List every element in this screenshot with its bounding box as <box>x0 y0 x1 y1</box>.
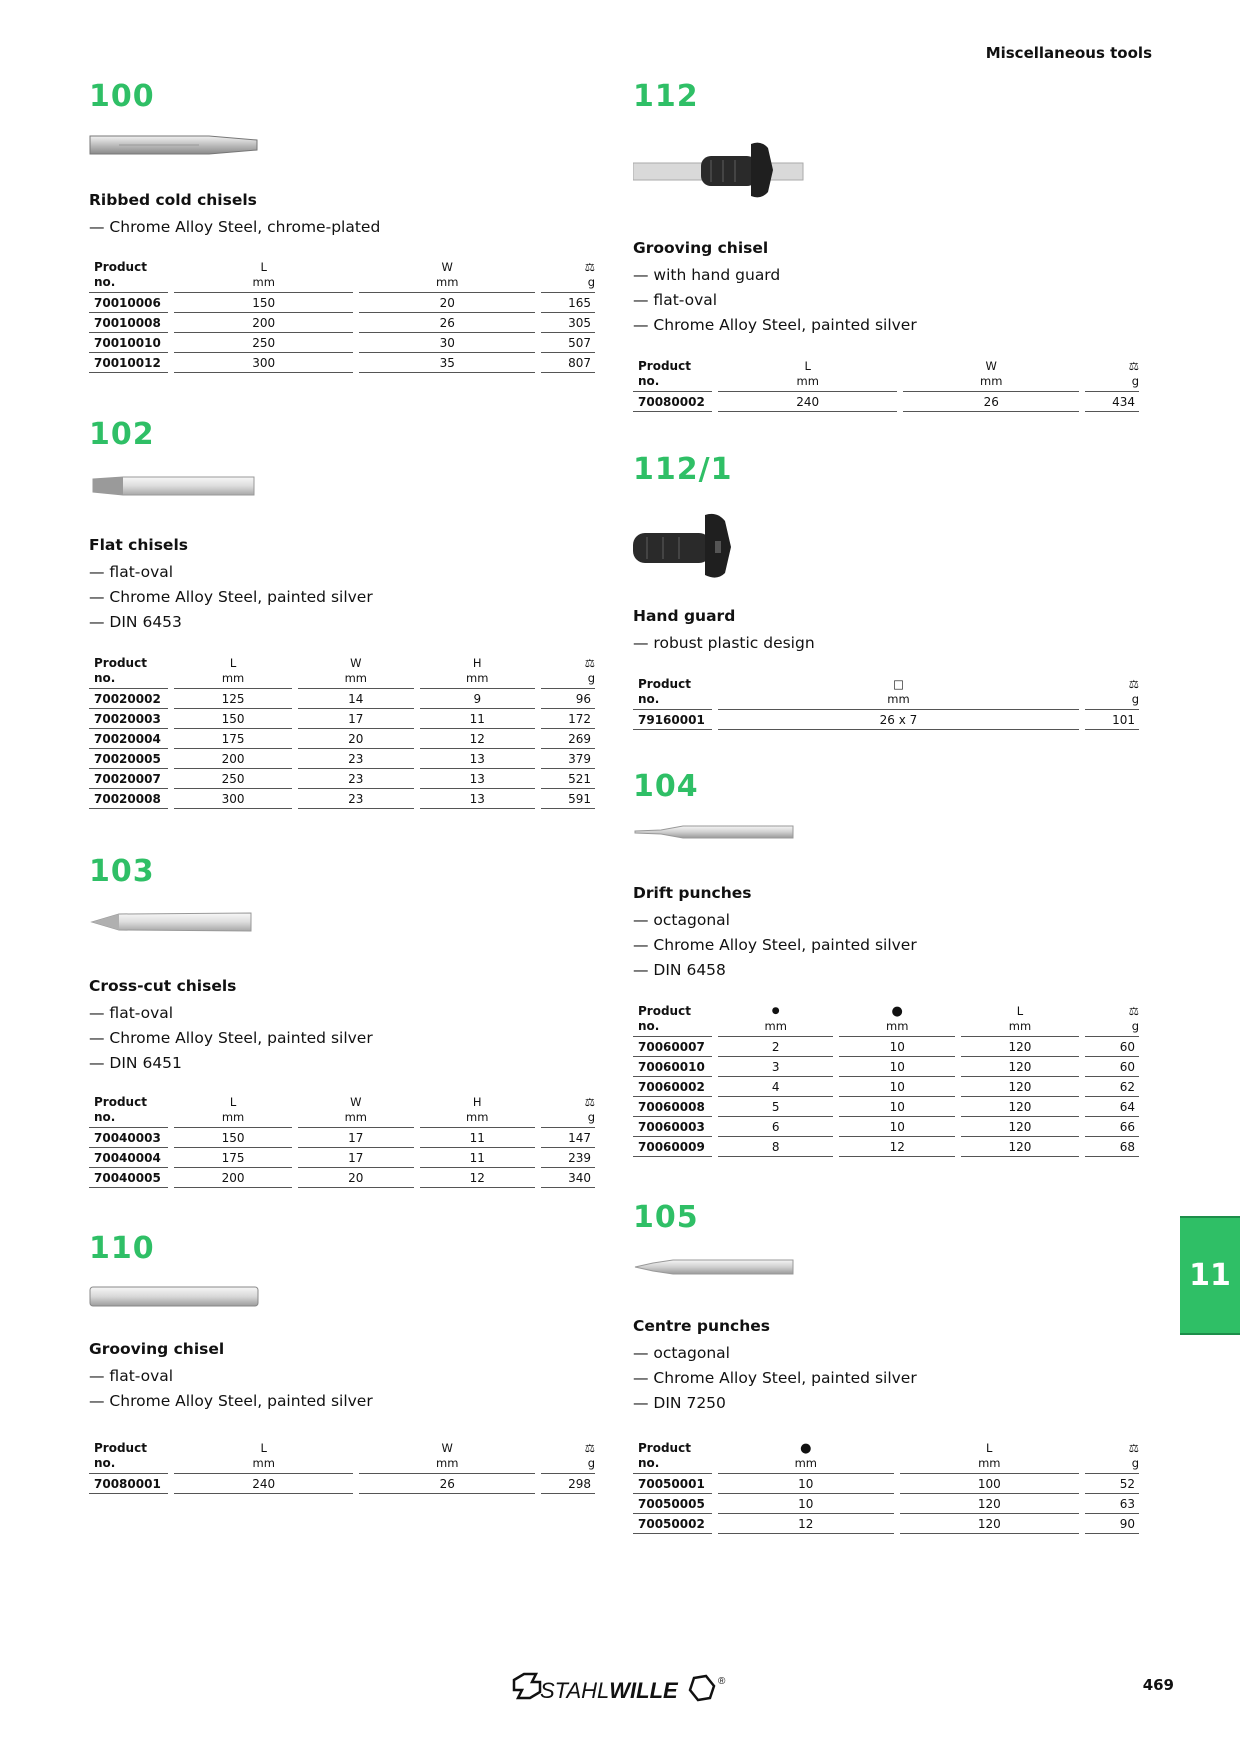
section-number: 100 <box>89 79 155 114</box>
section-103 <box>89 854 607 1185</box>
scale-icon: ⚖ <box>1128 1441 1139 1455</box>
section-title: Ribbed cold chisels <box>89 191 257 209</box>
feature-item: — Chrome Alloy Steel, painted silver <box>633 316 917 334</box>
section-number: 112/1 <box>633 452 733 487</box>
col-header-product-no: Product no. <box>89 656 168 689</box>
scale-icon: ⚖ <box>1128 1004 1139 1018</box>
feature-item: — octagonal <box>633 1344 730 1362</box>
col-header-length: L mm <box>174 1441 353 1474</box>
centre-punch-image <box>633 1256 798 1278</box>
col-header-weight: ⚖ g <box>541 260 595 293</box>
feature-item: — Chrome Alloy Steel, painted silver <box>633 936 917 954</box>
section-100 <box>89 79 607 370</box>
flat-chisel-image <box>89 473 259 499</box>
feature-list <box>89 1364 373 1414</box>
col-header-length: L mm <box>718 359 897 392</box>
feature-item: — robust plastic design <box>633 634 815 652</box>
col-header-weight: ⚖ g <box>541 1095 595 1128</box>
table-row: 70020005 200 23 13 379 <box>89 749 595 769</box>
table-row: 70040005 200 20 12 340 <box>89 1168 595 1188</box>
table-row: 70060007 2 10 120 60 <box>633 1037 1139 1057</box>
section-104 <box>633 769 1151 1154</box>
col-header-tip-diameter: ● mm <box>718 1004 833 1037</box>
table-row: 70060008 5 10 120 64 <box>633 1097 1139 1117</box>
section-title: Grooving chisel <box>89 1340 225 1358</box>
col-header-weight: ⚖ g <box>541 656 595 689</box>
scale-icon: ⚖ <box>584 1095 595 1109</box>
section-number: 102 <box>89 417 155 452</box>
svg-text:STAHLWILLE: STAHLWILLE <box>540 1678 678 1703</box>
col-header-length: L mm <box>174 656 292 689</box>
feature-item: — DIN 6453 <box>89 613 182 631</box>
table-row: 70020004 175 20 12 269 <box>89 729 595 749</box>
dot-icon: ● <box>800 1441 812 1456</box>
section-number: 112 <box>633 79 699 114</box>
section-112 <box>633 79 1151 409</box>
col-header-width: W mm <box>903 359 1079 392</box>
col-header-length: L mm <box>900 1441 1079 1474</box>
table-row: 70050002 12 120 90 <box>633 1514 1139 1534</box>
feature-list <box>633 263 917 338</box>
feature-list <box>633 631 815 656</box>
feature-list <box>89 1001 373 1076</box>
section-title: Centre punches <box>633 1317 771 1335</box>
table-row: 70020002 125 14 9 96 <box>89 689 595 709</box>
scale-icon: ⚖ <box>584 260 595 274</box>
spec-table <box>627 359 1145 412</box>
col-header-product-no: Product no. <box>89 1441 168 1474</box>
section-number: 110 <box>89 1231 155 1266</box>
feature-item: — DIN 6458 <box>633 961 726 979</box>
col-header-length: L mm <box>174 260 353 293</box>
col-header-cross-section: □ mm <box>718 677 1079 710</box>
scale-icon: ⚖ <box>584 1441 595 1455</box>
spec-table <box>83 260 601 373</box>
table-row: 70010006 150 20 165 <box>89 293 595 313</box>
col-header-product-no: Product no. <box>633 1004 712 1037</box>
scale-icon: ⚖ <box>584 656 595 670</box>
table-row: 70050005 10 120 63 <box>633 1494 1139 1514</box>
dot-icon: ● <box>891 1004 903 1019</box>
feature-list <box>633 1341 917 1416</box>
hand-guard-image <box>633 505 743 585</box>
chapter-tab[interactable]: 11 <box>1180 1216 1240 1335</box>
spec-table <box>83 1441 601 1494</box>
grooving-chisel-image <box>89 1283 261 1309</box>
table-row: 70050001 10 100 52 <box>633 1474 1139 1494</box>
feature-item: — DIN 6451 <box>89 1054 182 1072</box>
drift-punch-image <box>633 822 798 842</box>
feature-item: — flat-oval <box>89 1367 174 1385</box>
cross-cut-chisel-image <box>89 909 259 935</box>
table-row: 70080001 240 26 298 <box>89 1474 595 1494</box>
feature-item: — octagonal <box>633 911 730 929</box>
feature-item: — Chrome Alloy Steel, painted silver <box>633 1369 917 1387</box>
stahlwille-logo <box>510 1668 740 1718</box>
feature-item: — flat-oval <box>633 291 718 309</box>
col-header-product-no: Product no. <box>89 1095 168 1128</box>
spec-table <box>627 677 1145 730</box>
feature-list <box>89 560 373 635</box>
page-category: Miscellaneous tools <box>985 44 1152 62</box>
feature-item: — Chrome Alloy Steel, painted silver <box>89 1392 373 1410</box>
col-header-shank-diameter: ● mm <box>839 1004 954 1037</box>
col-header-width: W mm <box>359 1441 535 1474</box>
col-header-width: W mm <box>298 1095 413 1128</box>
section-number: 104 <box>633 769 699 804</box>
spec-table <box>627 1441 1145 1534</box>
table-row: 70020003 150 17 11 172 <box>89 709 595 729</box>
col-header-width: W mm <box>359 260 535 293</box>
col-header-weight: ⚖ g <box>1085 1441 1139 1474</box>
table-row: 70020007 250 23 13 521 <box>89 769 595 789</box>
table-row: 70010008 200 26 305 <box>89 313 595 333</box>
feature-item: — with hand guard <box>633 266 781 284</box>
col-header-product-no: Product no. <box>633 677 712 710</box>
table-row: 70040003 150 17 11 147 <box>89 1128 595 1148</box>
table-row: 70080002 240 26 434 <box>633 392 1139 412</box>
col-header-product-no: Product no. <box>633 359 712 392</box>
col-header-diameter: ● mm <box>718 1441 894 1474</box>
table-row: 70040004 175 17 11 239 <box>89 1148 595 1168</box>
feature-list <box>89 215 380 240</box>
spec-table <box>627 1004 1145 1157</box>
page-number: 469 <box>1142 1676 1174 1694</box>
section-title: Flat chisels <box>89 536 188 554</box>
table-row: 70060003 6 10 120 66 <box>633 1117 1139 1137</box>
section-number: 103 <box>89 854 155 889</box>
spec-table <box>83 656 601 809</box>
section-title: Hand guard <box>633 607 736 625</box>
table-row: 70060002 4 10 120 62 <box>633 1077 1139 1097</box>
feature-item: — Chrome Alloy Steel, painted silver <box>89 1029 373 1047</box>
col-header-width: W mm <box>298 656 413 689</box>
feature-item: — flat-oval <box>89 1004 174 1022</box>
table-row: 70010012 300 35 807 <box>89 353 595 373</box>
feature-item: — flat-oval <box>89 563 174 581</box>
col-header-product-no: Product no. <box>89 260 168 293</box>
col-header-weight: ⚖ g <box>1085 359 1139 392</box>
scale-icon: ⚖ <box>1128 677 1139 691</box>
section-number: 105 <box>633 1200 699 1235</box>
col-header-height: H mm <box>420 1095 535 1128</box>
col-header-product-no: Product no. <box>633 1441 712 1474</box>
col-header-height: H mm <box>420 656 535 689</box>
feature-list <box>633 908 917 983</box>
feature-item: — Chrome Alloy Steel, painted silver <box>89 588 373 606</box>
section-title: Drift punches <box>633 884 752 902</box>
feature-item: — DIN 7250 <box>633 1394 726 1412</box>
section-112-1 <box>633 452 1151 727</box>
table-row: 70020008 300 23 13 591 <box>89 789 595 809</box>
table-row: 70010010 250 30 507 <box>89 333 595 353</box>
col-header-weight: ⚖ g <box>541 1441 595 1474</box>
feature-item: — Chrome Alloy Steel, chrome-plated <box>89 218 381 236</box>
table-row: 70060010 3 10 120 60 <box>633 1057 1139 1077</box>
col-header-length: L mm <box>961 1004 1079 1037</box>
trademark-symbol: ® <box>718 1676 726 1687</box>
square-icon: □ <box>893 677 904 691</box>
section-110 <box>89 1231 607 1491</box>
ribbed-cold-chisel-image <box>89 132 259 158</box>
section-105 <box>633 1200 1151 1531</box>
dot-icon: ● <box>771 1006 780 1016</box>
section-title: Grooving chisel <box>633 239 769 257</box>
grooving-chisel-with-hand-guard-image <box>633 130 808 210</box>
spec-table <box>83 1095 601 1188</box>
col-header-length: L mm <box>174 1095 292 1128</box>
section-title: Cross-cut chisels <box>89 977 237 995</box>
logo-text: STAHL <box>540 1678 610 1703</box>
table-row: 79160001 26 x 7 101 <box>633 710 1139 730</box>
table-row: 70060009 8 12 120 68 <box>633 1137 1139 1157</box>
section-102 <box>89 417 607 806</box>
col-header-weight: ⚖ g <box>1085 677 1139 710</box>
scale-icon: ⚖ <box>1128 359 1139 373</box>
col-header-weight: ⚖ g <box>1085 1004 1139 1037</box>
